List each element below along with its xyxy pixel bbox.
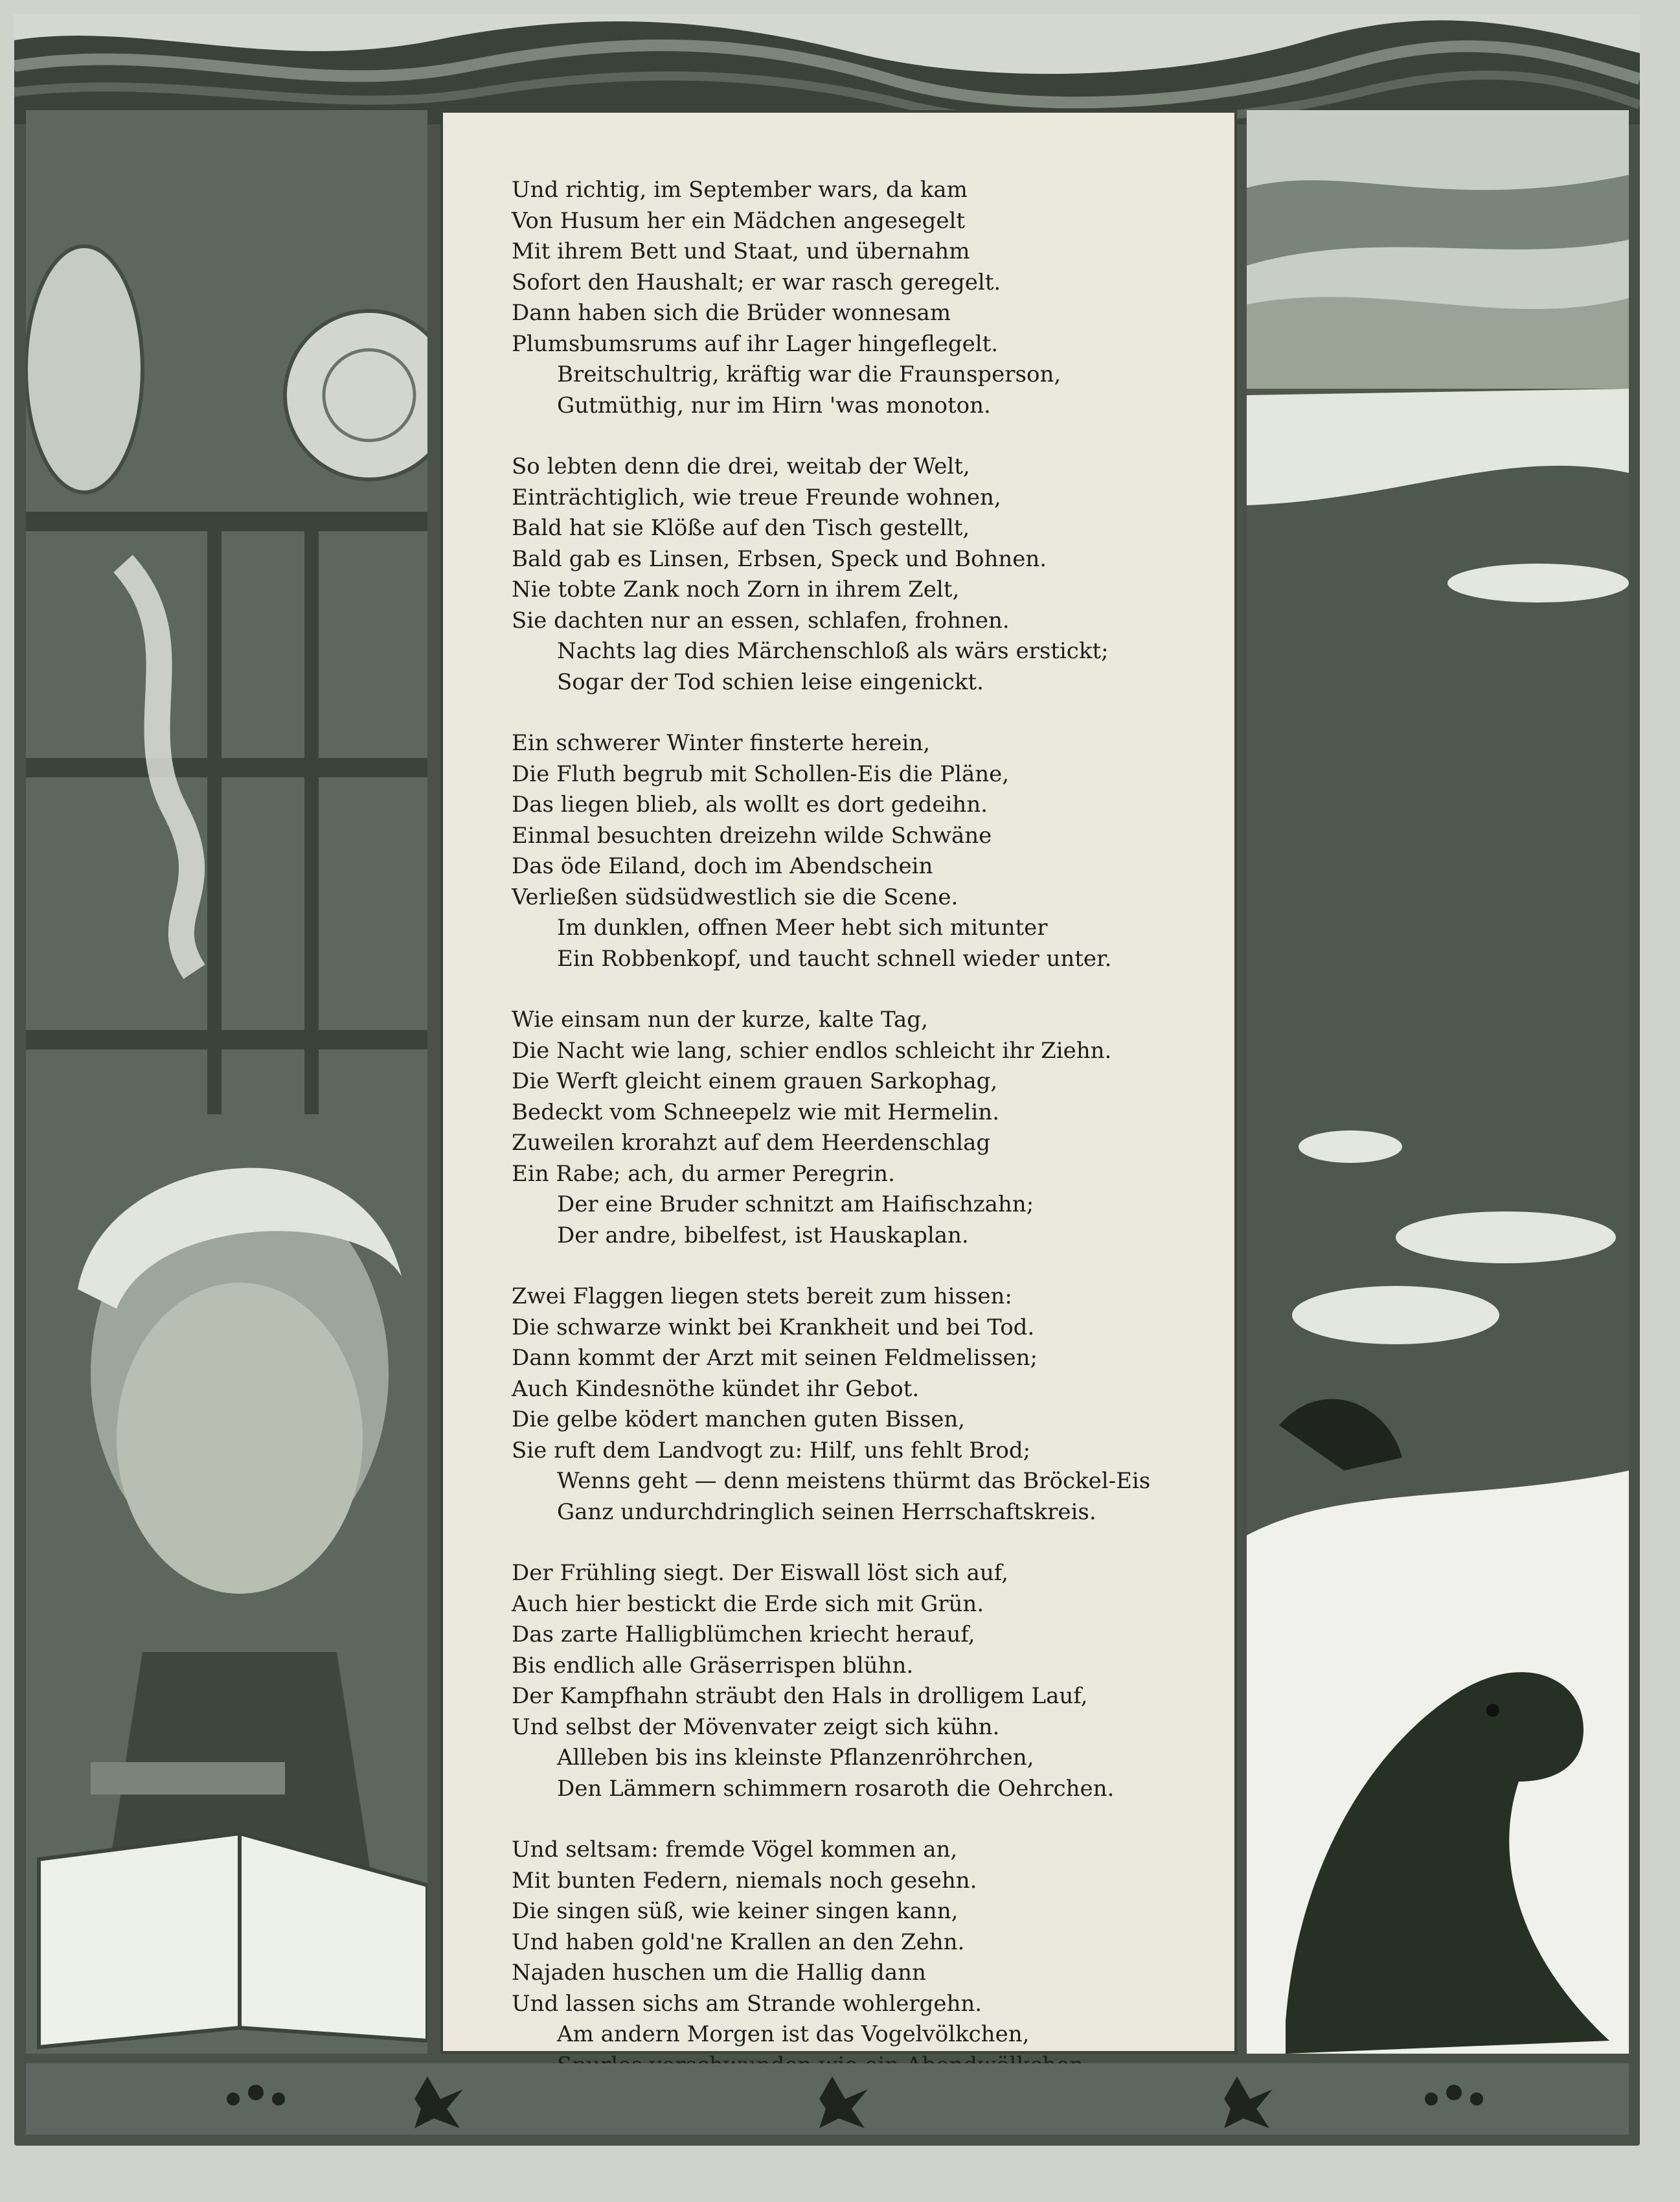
poem-line: Das liegen blieb, als wollt es dort gedeihn.: [512, 792, 988, 818]
right-illustration-panel: [1247, 110, 1629, 2054]
poem-line: Sofort den Haushalt; er war rasch geregelt.: [512, 269, 1001, 295]
poem-line: So lebten denn die drei, weitab der Welt,: [512, 453, 970, 479]
poem-line: Bedeckt vom Schneepelz wie mit Hermelin.: [512, 1099, 1000, 1125]
poem-line: Auch Kindesnöthe kündet ihr Gebot.: [512, 1375, 920, 1402]
poem-text-panel: [440, 110, 1237, 2054]
poem-line: Der eine Bruder schnitzt am Haifischzahn;: [557, 1191, 1034, 1217]
poem-line: Najaden huschen um die Hallig dann: [512, 1960, 926, 1986]
poem-line: Die gelbe ködert manchen guten Bissen,: [512, 1406, 966, 1432]
poem-line: Allleben bis ins kleinste Pflanzenröhrchen,: [557, 1745, 1034, 1771]
poem-line: Die singen süß, wie keiner singen kann,: [512, 1898, 959, 1924]
poem-line: Breitschultrig, kräftig war die Fraunsperson,: [557, 361, 1061, 387]
poem-line: Von Husum her ein Mädchen angesegelt: [512, 207, 965, 234]
stanza: [512, 175, 1211, 421]
poem-line: Der andre, bibelfest, ist Hauskaplan.: [557, 1222, 969, 1248]
stanza: [512, 452, 1211, 698]
poem-line: Plumsbumsrums auf ihr Lager hingeflegelt.: [512, 330, 999, 357]
poem-line: Gutmüthig, nur im Hirn 'was monoton.: [557, 392, 991, 419]
poem-line: Ein Rabe; ach, du armer Peregrin.: [512, 1160, 895, 1187]
poem-line: Wie einsam nun der kurze, kalte Tag,: [512, 1007, 928, 1033]
poem-line: Sie dachten nur an essen, schlafen, frohnen.: [512, 607, 1010, 634]
poem-line: Am andern Morgen ist das Vogelvölkchen,: [557, 2021, 1030, 2047]
poem-line: Dann kommt der Arzt mit seinen Feldmelissen;: [512, 1345, 1038, 1371]
poem-line: Sogar der Tod schien leise eingenickt.: [557, 669, 984, 695]
drapery-border: [14, 14, 1640, 124]
poem-line: Nachts lag dies Märchenschloß als wärs erstickt;: [557, 638, 1109, 664]
poem-line: Mit bunten Federn, niemals noch gesehn.: [512, 1867, 977, 1894]
poem-line: Die schwarze winkt bei Krankheit und bei Tod.: [512, 1314, 1035, 1340]
poem-line: Und seltsam: fremde Vögel kommen an,: [512, 1837, 958, 1863]
poem-line: Und lassen sichs am Strande wohlergehn.: [512, 1990, 982, 2017]
stanza: [512, 1281, 1211, 1528]
poem-line: Auch hier bestickt die Erde sich mit Grün.: [512, 1590, 984, 1617]
poem-line: Und selbst der Mövenvater zeigt sich kühn.: [512, 1714, 1000, 1740]
poem-line: Nie tobte Zank noch Zorn in ihrem Zelt,: [512, 577, 960, 602]
poem-line: Und haben gold'ne Krallen an den Zehn.: [512, 1929, 965, 1955]
poem-line: Und richtig, im September wars, da kam: [512, 177, 968, 203]
flower-ornament-border: [26, 2063, 1629, 2135]
poem-line: Die Fluth begrub mit Schollen-Eis die Pläne,: [512, 761, 1010, 787]
poem-line: Bis endlich alle Gräserrispen blühn.: [512, 1652, 914, 1679]
man-reading-book-illustration: [26, 110, 427, 2054]
left-illustration-panel: [26, 110, 427, 2054]
poem-line: Zuweilen krorahzt auf dem Heerdenschlag: [512, 1130, 991, 1156]
poem-line: Ein Robbenkopf, und taucht schnell wieder unter.: [557, 945, 1112, 972]
poem-line: Die Werft gleicht einem grauen Sarkophag,: [512, 1068, 998, 1094]
seal-on-ice-floes-illustration: [1247, 110, 1629, 2054]
poem-line: Ein schwerer Winter finsterte herein,: [512, 730, 931, 756]
poem-line: Einmal besuchten dreizehn wilde Schwäne: [512, 822, 992, 849]
poem-line: Dann haben sich die Brüder wonnesam: [512, 300, 951, 326]
poem-line: Den Lämmern schimmern rosaroth die Oehrchen.: [557, 1775, 1115, 1802]
poem-line: Bald hat sie Klöße auf den Tisch gestellt,: [512, 515, 970, 541]
poem-line: Im dunklen, offnen Meer hebt sich mitunter: [557, 915, 1048, 941]
poem-line: Der Frühling siegt. Der Eiswall löst sich auf,: [512, 1560, 1008, 1586]
poem-line: Mit ihrem Bett und Staat, und übernahm: [512, 238, 970, 264]
poem-line: Zwei Flaggen liegen stets bereit zum hissen:: [512, 1283, 1012, 1309]
poem-line: Ganz undurchdringlich seinen Herrschaftskreis.: [557, 1498, 1096, 1525]
stanza: [512, 728, 1211, 974]
stanza: [512, 1005, 1211, 1251]
stanza: [512, 1835, 1211, 2081]
poem-line: Das zarte Halligblümchen kriecht herauf,: [512, 1622, 975, 1647]
stanza: [512, 1558, 1211, 1804]
poem-line: Einträchtiglich, wie treue Freunde wohnen,: [512, 484, 1001, 510]
poem-line: Bald gab es Linsen, Erbsen, Speck und Bohnen.: [512, 545, 1047, 572]
poem-line: Wenns geht — denn meistens thürmt das Bröckel-Eis: [557, 1468, 1151, 1494]
poem-line: Sie ruft dem Landvogt zu: Hilf, uns fehlt Brod;: [512, 1437, 1031, 1463]
poem-line: Das öde Eiland, doch im Abendschein: [512, 853, 933, 879]
poem-line: Der Kampfhahn sträubt den Hals in drolligem Lauf,: [512, 1683, 1088, 1709]
poem-stanzas: [512, 175, 1211, 2111]
poem-line: Die Nacht wie lang, schier endlos schleicht ihr Ziehn.: [512, 1037, 1112, 1064]
poem-line: Verließen südsüdwestlich sie die Scene.: [512, 884, 959, 910]
